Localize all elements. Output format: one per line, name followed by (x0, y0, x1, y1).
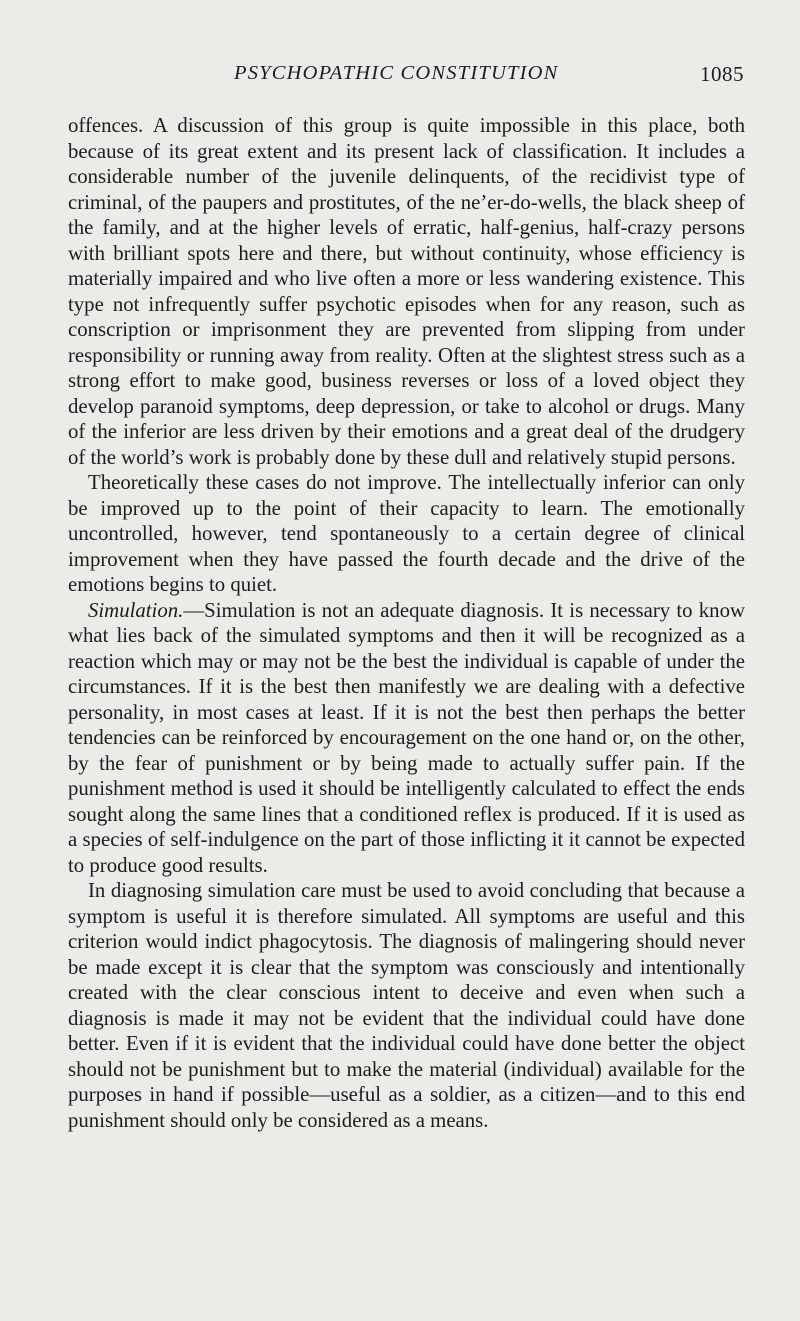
paragraph-simulation-text: —Simulation is not an adequate diagnosis. It is necessary to know what lies back of the simulated symptoms and then it will be recognized as a reaction which may or may not be the best the individual is capable of under the circumstances. If it is the best then manifestly we are dealing with a defective personality, in most cases at least. If it is not the best then perhaps the better tendencies can be reinforced by encouragement on the one hand or, on the other, by the fear of punishment or by being made to actually suffer pain. If the punishment method is used it should be intelligently calculated to effect the ends sought along the same lines that a conditioned reflex is produced. If it is used as a species of self-indulgence on the part of those inflicting it it cannot be expected to produce good results. (68, 598, 745, 877)
paragraph-theoretically: Theoretically these cases do not improve. The intellectually inferior can only be improved up to the point of their capacity to learn. The emotionally uncontrolled, however, tend spontaneously to a certain degree of clinical improvement when they have passed the fourth decade and the drive of the emotions begins to quiet. (68, 471, 745, 596)
page-number: 1085 (700, 62, 744, 86)
section-heading-simulation: Simulation. (88, 598, 184, 622)
running-title: PSYCHOPATHIC CONSTITUTION (234, 62, 559, 84)
paragraph-continued: offences. A discussion of this group is quite impossible in this place, both because of its great extent and its present lack of classification. It includes a considerable number of the juvenile delinquents, of the recidivist type of criminal, of the paupers and prostitutes, of the ne’er-do-wells, the black sheep of the family, and at the higher levels of erratic, half-genius, half-crazy persons with brilliant spots here and there, but without continuity, whose efficiency is materially impaired and who live often a more or less wandering existence. This type not infrequently suffer psychotic episodes when for any reason, such as conscription or imprisonment they are prevented from slipping from under responsibility or running away from reality. Often at the slightest stress such as a strong effort to make good, business reverses or loss of a loved object they develop paranoid symptoms, deep depression, or take to alcohol or drugs. Many of the inferior are less driven by their emotions and a great deal of the drudgery of the world’s work is probably done by these dull and relatively stupid persons. (68, 114, 745, 469)
paragraph-simulation (68, 598, 745, 879)
body-text (68, 113, 745, 1133)
running-head (68, 62, 744, 92)
paragraph-diagnosing: In diagnosing simulation care must be used to avoid concluding that because a symptom is useful it is therefore simulated. All symptoms are useful and this criterion would indict phagocytosis. The diagnosis of malingering should never be made except it is clear that the symptom was consciously and intentionally created with the clear conscious intent to deceive and even when such a diagnosis is made it may not be evident that the individual could have done better. Even if it is evident that the individual could have done better the object should not be punishment but to make the material (individual) available for the purposes in hand if possible—useful as a soldier, as a citizen—and to this end punishment should only be considered as a means. (68, 879, 745, 1132)
